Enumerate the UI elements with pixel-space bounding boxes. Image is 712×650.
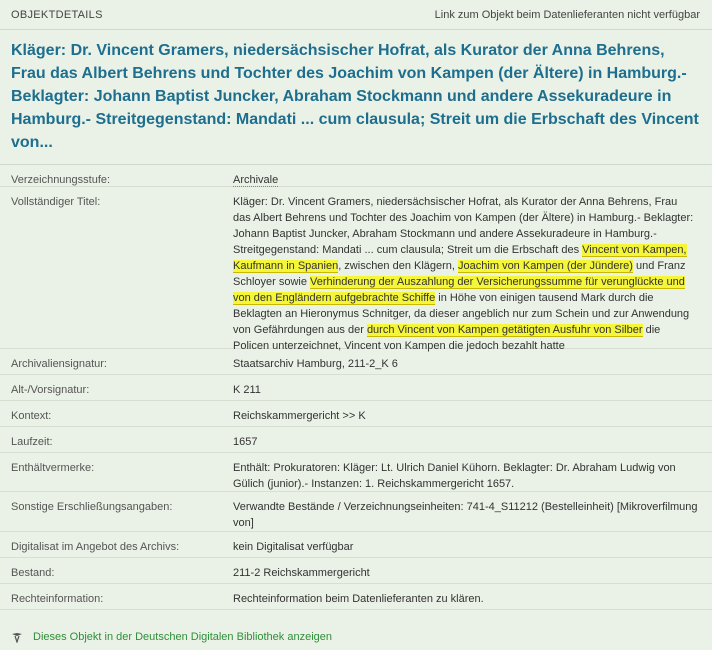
field-value: Reichskammergericht >> K	[233, 410, 366, 422]
field-value: kein Digitalisat verfügbar	[233, 541, 354, 553]
highlight: Vincent von Kampen, Kaufmann in Spanien	[233, 244, 687, 272]
highlight: Joachim von Kampen (der Jündere)	[458, 260, 633, 272]
level-link[interactable]: Archivale	[233, 174, 279, 186]
field-label: Vollständiger Titel:	[11, 196, 101, 208]
field-value: Rechteinformation beim Datenlieferanten zu klären.	[233, 593, 484, 605]
field-value: Staatsarchiv Hamburg, 211-2_K 6	[233, 358, 398, 370]
row-signature	[0, 349, 712, 375]
link-unavailable-notice: Link zum Objekt beim Datenlieferanten nicht verfügbar	[434, 8, 700, 21]
details-table	[0, 164, 712, 610]
field-value: Enthält: Prokuratoren: Kläger: Lt. Ulrich Daniel Kühorn. Beklagter: Dr. Abraham Ludwig von Gülich (junior).- Instanzen: 1. Reichskammergericht 1657.	[233, 462, 676, 490]
field-label: Laufzeit:	[11, 436, 53, 448]
ddb-logo-icon	[11, 631, 23, 643]
title-text: die Policen unterzeichnet, Vincent von Kampen die jedoch bezahlt hatte	[233, 324, 661, 352]
section-label: OBJEKTDETAILS	[11, 8, 103, 21]
field-value: Verwandte Bestände / Verzeichnungseinheiten: 741-4_S11212 (Bestelleinheit) [Mikroverfilmung von]	[233, 501, 698, 529]
title-text: , zwischen den Klägern,	[338, 260, 459, 272]
title-text: in Höhe von einigen tausend Mark durch die Beklagten an Hieronymus Schnitger, da dieser angeblich nur zum Schein und zur Anwendung von Gefährdungen aus der	[233, 292, 690, 336]
field-value	[233, 165, 712, 186]
title-text: Kläger: Dr. Vincent Gramers, niedersächsischer Hofrat, als Kurator der Anna Behrens, Frau das Albert Behrens und Tochter des Joachim von Kampen (der Ältere) in Hamburg.- Beklagter: Johann Baptist Juncker, Abraham Stockmann und andere Assekuradeure in Hamburg.- Streitgegenstand: Mandati ... cum clausula; Streit um die Erbschaft des	[233, 196, 694, 256]
highlight: Verhinderung der Auszahlung der Versicherungssumme für verunglückte und von den Engländern aufgebrachte Schiffe	[233, 276, 685, 304]
field-label: Sonstige Erschließungsangaben:	[11, 501, 173, 513]
row-holding	[0, 558, 712, 584]
field-value: 1657	[233, 436, 258, 448]
ddb-object-link[interactable]: Dieses Objekt in der Deutschen Digitalen Bibliothek anzeigen	[33, 631, 333, 643]
field-label: Kontext:	[11, 410, 52, 422]
field-label: Enthältvermerke:	[11, 462, 95, 474]
full-title-value	[233, 187, 712, 352]
field-value: K 211	[233, 384, 261, 396]
field-label: Rechteinformation:	[11, 593, 104, 605]
object-title: Kläger: Dr. Vincent Gramers, niedersächsischer Hofrat, als Kurator der Anna Behrens, Frau das Albert Behrens und Tochter des Joachim von Kampen (der Ältere) in Hamburg.- Beklagter: Johann Baptist Juncker, Abraham Stockmann und andere Assekuradeure in Hamburg.- Streitgegenstand: Mandati ... cum clausula; Streit um die Erbschaft des Vincent von...	[11, 42, 699, 151]
highlight: durch Vincent von Kampen getätigten Ausfuhr von Silber	[366, 324, 643, 336]
row-full-title	[0, 187, 712, 352]
row-level	[0, 165, 712, 187]
row-other	[0, 492, 712, 532]
field-value: 211-2 Reichskammergericht	[233, 567, 370, 579]
row-digital	[0, 532, 712, 558]
field-label: Alt-/Vorsignatur:	[11, 384, 90, 396]
row-rights	[0, 584, 712, 610]
field-label: Verzeichnungsstufe:	[11, 174, 111, 186]
field-label: Bestand:	[11, 567, 55, 579]
row-old-signature	[0, 375, 712, 401]
field-label: Archivaliensignatur:	[11, 358, 107, 370]
row-context	[0, 401, 712, 427]
row-contains	[0, 453, 712, 492]
field-label: Digitalisat im Angebot des Archivs:	[11, 541, 180, 553]
title-text: und Franz Schloyer sowie	[233, 260, 686, 288]
details-header	[0, 0, 712, 30]
footer	[0, 624, 712, 650]
row-runtime	[0, 427, 712, 453]
